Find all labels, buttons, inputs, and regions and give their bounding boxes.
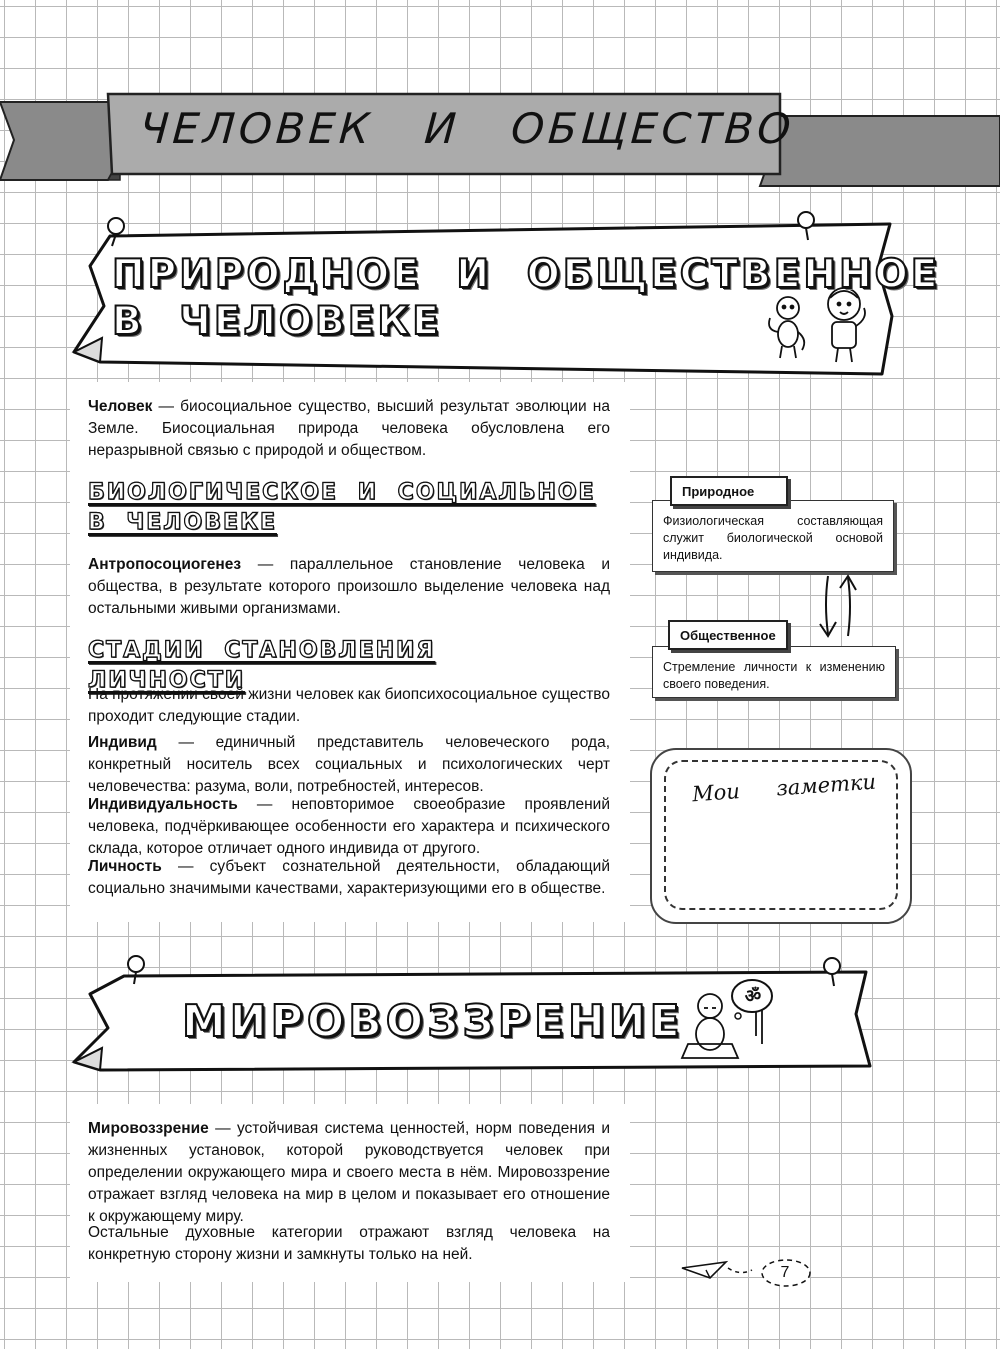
- subheading-line2: В ЧЕЛОВЕКЕ: [88, 510, 278, 535]
- term: Человек: [88, 398, 153, 415]
- subheading-line1: БИОЛОГИЧЕСКОЕ И СОЦИАЛЬНОЕ: [88, 480, 596, 505]
- exchange-arrows-icon: [814, 570, 864, 642]
- intro-paragraph: [88, 396, 610, 462]
- section-title: [112, 252, 940, 346]
- definition: — биосоциальное существо, высший результат эволюции на Земле. Биосоциальная природа человека обусловлена его неразрывной связью с природой и обществом.: [88, 398, 610, 459]
- section-title: МИРОВОЗЗРЕНИЕ: [182, 996, 684, 1047]
- term: Личность: [88, 858, 162, 875]
- definition: — субъект сознательной деятельности, обладающий социально значимыми качествами, характеризующими его в обществе.: [88, 858, 610, 897]
- individ-paragraph: [88, 732, 610, 798]
- personality-paragraph: [88, 856, 610, 900]
- page-number: 7: [780, 1264, 790, 1281]
- natural-label: Природное: [670, 476, 788, 506]
- natural-description: Физиологическая составляющая служит биологической основой индивида.: [652, 500, 894, 572]
- subheading: СТАДИИ СТАНОВЛЕНИЯ ЛИЧНОСТИ: [88, 638, 436, 693]
- term: Индивид: [88, 734, 157, 751]
- social-label: Общественное: [668, 620, 788, 650]
- om-symbol: ॐ: [744, 986, 762, 1007]
- definition: — единичный представитель человеческого рода, конкретный носитель всех социальных и психологических черт человечества: разума, воли, потребностей, интересов.: [88, 734, 610, 795]
- worldview-paragraph: [88, 1118, 610, 1228]
- notes-label: Мои заметки: [691, 769, 877, 807]
- notes-box[interactable]: [650, 748, 912, 924]
- section-title-line2: В ЧЕЛОВЕКЕ: [112, 298, 442, 344]
- term: Индивидуальность: [88, 796, 238, 813]
- section-title-line1: ПРИРОДНОЕ И ОБЩЕСТВЕННОЕ: [112, 252, 941, 297]
- definition: — параллельное становление человека и общества, в результате которого произошло выделение человека над остальными живыми организмами.: [88, 556, 610, 617]
- anthropogenesis-paragraph: [88, 554, 610, 620]
- term: Мировоззрение: [88, 1120, 209, 1137]
- definition: — устойчивая система ценностей, норм поведения и жизненных установок, которой руководствуется человек при определении окружающего мира и своего места в нём. Мировоззрение отражает взгляд человека на мир в целом и показывает его отношение к окружающему миру.: [88, 1120, 610, 1225]
- individuality-paragraph: [88, 794, 610, 860]
- term: Антропосоциогенез: [88, 556, 242, 573]
- definition: — неповторимое своеобразие проявлений человека, подчёркивающее особенности его характера и психического склада, которое отличает одного индивида от другого.: [88, 796, 610, 857]
- social-description: Стремление личности к изменению своего поведения.: [652, 646, 896, 698]
- other-categories-paragraph: Остальные духовные категории отражают взгляд человека на конкретную сторону жизни и замкнуты только на ней.: [88, 1224, 610, 1263]
- stages-intro: На протяжении своей жизни человек как биопсихосоциальное существо проходит следующие стадии.: [88, 686, 610, 725]
- subheading: [88, 478, 608, 538]
- chapter-title: ЧЕЛОВЕК И ОБЩЕСТВО: [138, 104, 797, 153]
